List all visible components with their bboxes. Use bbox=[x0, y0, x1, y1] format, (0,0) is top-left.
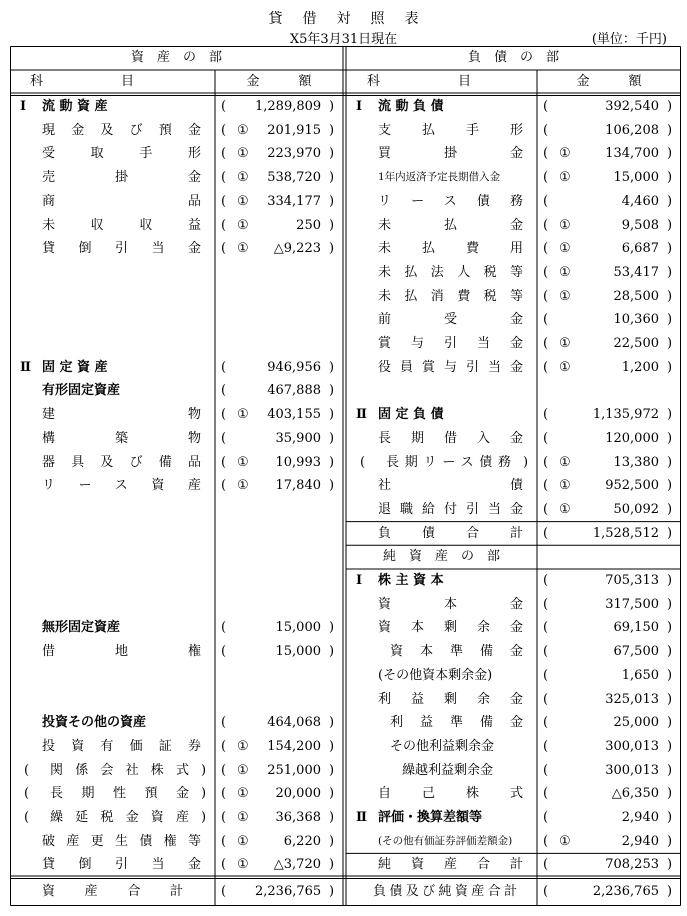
check-mark: ① bbox=[559, 833, 571, 849]
account-label: 有形固定資産 bbox=[42, 383, 121, 399]
amount-open-paren: ( bbox=[221, 478, 227, 494]
amount-open-paren: ( bbox=[221, 857, 227, 873]
check-mark: ① bbox=[237, 217, 249, 233]
amount-value: 952,500 bbox=[605, 478, 659, 494]
balance-sheet bbox=[10, 46, 681, 906]
amount-value: 36,368 bbox=[275, 810, 321, 825]
account-label: 社債 bbox=[378, 478, 523, 494]
amount-open-paren: ( bbox=[543, 146, 549, 162]
amount-value: 1,528,512 bbox=[592, 525, 659, 541]
check-mark: ① bbox=[237, 738, 249, 754]
account-label: 現金及び預金 bbox=[42, 122, 201, 138]
amount-open-paren: ( bbox=[221, 146, 227, 162]
amount-close-paren: ) bbox=[329, 454, 335, 470]
amount-open-paren: ( bbox=[221, 359, 227, 375]
amount-close-paren: ) bbox=[329, 715, 335, 731]
amount-value: 69,150 bbox=[613, 620, 659, 636]
amount-open-paren: ( bbox=[221, 644, 227, 660]
amount-value: 1,650 bbox=[621, 667, 659, 683]
account-label: 固 定 負 債 bbox=[378, 407, 444, 423]
account-label: 買掛金 bbox=[378, 146, 523, 162]
amount-header-left: 金 額 bbox=[246, 74, 312, 89]
amount-close-paren: ) bbox=[329, 620, 335, 636]
amount-close-paren: ) bbox=[329, 383, 335, 399]
amount-open-paren: ( bbox=[221, 407, 227, 423]
amount-close-paren: ) bbox=[667, 478, 673, 494]
amount-close-paren: ) bbox=[667, 336, 673, 351]
amount-close-paren: ) bbox=[667, 501, 673, 517]
amount-close-paren: ) bbox=[329, 430, 335, 446]
roman-numeral: Ⅱ bbox=[356, 407, 367, 423]
amount-value: 154,200 bbox=[267, 738, 321, 754]
amount-value: 10,360 bbox=[613, 312, 659, 328]
account-label: 賞与引当金 bbox=[378, 336, 523, 351]
account-label: 未払費用 bbox=[378, 241, 523, 257]
amount-open-paren: ( bbox=[221, 193, 227, 209]
amount-value: 467,888 bbox=[267, 383, 321, 399]
amount-open-paren: ( bbox=[221, 170, 227, 186]
amount-close-paren: ) bbox=[667, 810, 673, 825]
amount-value: 1,200 bbox=[621, 359, 659, 375]
account-label: 無形固定資産 bbox=[42, 620, 121, 636]
amount-close-paren: ) bbox=[667, 454, 673, 470]
liabilities-equity-total-amount: 2,236,765 bbox=[592, 884, 659, 899]
assets-total-label: 資産合計 bbox=[42, 884, 183, 899]
account-label: 繰延税金資産 bbox=[50, 810, 189, 825]
amount-open-paren: ( bbox=[543, 99, 549, 114]
check-mark: ① bbox=[237, 857, 249, 873]
amount-open-paren: ( bbox=[543, 217, 549, 233]
amount-close-paren: ) bbox=[667, 620, 673, 636]
amount-open-paren: ( bbox=[543, 241, 549, 257]
amount-value: △3,720 bbox=[273, 857, 321, 873]
amount-value: 250 bbox=[296, 217, 321, 233]
amount-close-paren: ) bbox=[667, 193, 673, 209]
amount-value: 1,289,809 bbox=[255, 99, 322, 114]
amount-close-paren: ) bbox=[329, 644, 335, 660]
check-mark: ① bbox=[559, 170, 571, 186]
amount-value: 13,380 bbox=[613, 454, 659, 470]
amount-open-paren: ( bbox=[221, 810, 227, 825]
check-mark: ① bbox=[559, 454, 571, 470]
check-mark: ① bbox=[559, 264, 571, 280]
amount-open-paren: ( bbox=[543, 738, 549, 754]
amount-close-paren: ) bbox=[667, 264, 673, 280]
amount-open-paren: ( bbox=[543, 596, 549, 612]
amount-open-paren: ( bbox=[221, 833, 227, 849]
amount-value: 300,013 bbox=[605, 738, 659, 754]
amount-open-paren: ( bbox=[543, 501, 549, 517]
amount-close-paren: ) bbox=[667, 573, 673, 588]
amount-value: 120,000 bbox=[605, 430, 659, 446]
account-label: 貸倒引当金 bbox=[42, 241, 201, 257]
amount-open-paren: ( bbox=[543, 359, 549, 375]
account-label: 役員賞与引当金 bbox=[378, 359, 523, 375]
amount-open-paren: ( bbox=[543, 810, 549, 825]
account-header-right: 科 目 bbox=[367, 74, 472, 89]
amount-close-paren: ) bbox=[329, 833, 335, 849]
amount-value: 946,956 bbox=[267, 359, 321, 375]
account-label: 評価・換算差額等 bbox=[378, 810, 483, 825]
liabilities-section-header: 負 債 の 部 bbox=[467, 50, 559, 65]
amount-open-paren: ( bbox=[543, 122, 549, 138]
amount-open-paren: ( bbox=[221, 738, 227, 754]
amount-open-paren: ( bbox=[543, 288, 549, 304]
account-label: 支払手形 bbox=[378, 122, 523, 138]
amount-close-paren: ) bbox=[667, 857, 673, 873]
page-title: 貸借対照表 bbox=[268, 11, 439, 27]
label-close-paren: ) bbox=[523, 454, 529, 470]
check-mark: ① bbox=[559, 359, 571, 375]
amount-open-paren: ( bbox=[221, 620, 227, 636]
amount-value: 538,720 bbox=[267, 170, 321, 186]
check-mark: ① bbox=[237, 146, 249, 162]
check-mark: ① bbox=[237, 454, 249, 470]
account-label: 未払金 bbox=[378, 217, 523, 233]
check-mark: ① bbox=[237, 833, 249, 849]
account-label: 関係会社株式 bbox=[50, 762, 189, 778]
amount-close-paren: ) bbox=[667, 644, 673, 660]
amount-value: 251,000 bbox=[267, 762, 321, 778]
amount-value: 20,000 bbox=[275, 786, 321, 802]
amount-close-paren: ) bbox=[329, 810, 335, 825]
amount-value: 4,460 bbox=[621, 193, 659, 209]
amount-header-right: 金 額 bbox=[576, 74, 642, 89]
liabilities-equity-total-label: 負債及び純資産合計 bbox=[373, 884, 517, 899]
roman-numeral: Ⅱ bbox=[20, 359, 31, 375]
amount-close-paren: ) bbox=[667, 146, 673, 162]
amount-value: 28,500 bbox=[613, 288, 659, 304]
amount-close-paren: ) bbox=[667, 217, 673, 233]
amount-value: 50,092 bbox=[613, 501, 659, 517]
unit-label: (単位：千円) bbox=[591, 32, 667, 47]
amount-value: 2,940 bbox=[621, 810, 659, 825]
assets-total-amount: 2,236,765 bbox=[255, 884, 322, 899]
amount-close-paren: ) bbox=[667, 596, 673, 612]
check-mark: ① bbox=[559, 288, 571, 304]
amount-close-paren: ) bbox=[667, 99, 673, 114]
amount-open-paren: ( bbox=[543, 691, 549, 707]
account-label: 純資産合計 bbox=[378, 857, 523, 873]
account-label: 長期借入金 bbox=[378, 430, 523, 446]
account-label: 受取手形 bbox=[42, 146, 201, 162]
account-label: 流 動 資 産 bbox=[42, 99, 108, 114]
roman-numeral: Ⅰ bbox=[356, 99, 363, 114]
amount-open-paren: ( bbox=[221, 99, 227, 114]
amount-value: △9,223 bbox=[273, 241, 321, 257]
amount-close-paren: ) bbox=[329, 170, 335, 186]
roman-numeral: Ⅰ bbox=[20, 99, 27, 114]
amount-open-paren: ( bbox=[221, 715, 227, 731]
amount-value: 17,840 bbox=[275, 478, 321, 494]
amount-value: 201,915 bbox=[267, 122, 321, 138]
account-label: (その他資本剰余金) bbox=[378, 667, 493, 683]
account-label: (その他有価証券評価差額金) bbox=[378, 834, 513, 847]
amount-open-paren: ( bbox=[221, 430, 227, 446]
check-mark: ① bbox=[237, 762, 249, 778]
check-mark: ① bbox=[559, 336, 571, 351]
account-label: 退職給付引当金 bbox=[378, 501, 523, 517]
account-label: 器具及び備品 bbox=[42, 454, 201, 470]
amount-value: 22,500 bbox=[613, 336, 659, 351]
amount-open-paren: ( bbox=[543, 667, 549, 683]
amount-close-paren: ) bbox=[667, 715, 673, 731]
amount-close-paren: ) bbox=[667, 525, 673, 541]
amount-open-paren: ( bbox=[543, 193, 549, 209]
amount-close-paren: ) bbox=[329, 241, 335, 257]
amount-close-paren: ) bbox=[667, 170, 673, 186]
account-label: 固 定 資 産 bbox=[42, 359, 108, 375]
account-label: 未払消費税等 bbox=[378, 288, 523, 304]
amount-open-paren: ( bbox=[543, 264, 549, 280]
account-label: 流 動 負 債 bbox=[378, 99, 444, 114]
check-mark: ① bbox=[237, 478, 249, 494]
label-open-paren: ( bbox=[24, 762, 30, 778]
check-mark: ① bbox=[237, 407, 249, 423]
amount-close-paren: ) bbox=[667, 288, 673, 304]
amount-close-paren: ) bbox=[667, 667, 673, 683]
amount-close-paren: ) bbox=[667, 359, 673, 375]
account-label: 未収収益 bbox=[42, 217, 201, 233]
amount-value: 403,155 bbox=[267, 407, 321, 423]
amount-close-paren: ) bbox=[329, 407, 335, 423]
amount-open-paren: ( bbox=[543, 407, 549, 423]
check-mark: ① bbox=[559, 241, 571, 257]
account-label: 利益剰余金 bbox=[378, 691, 523, 707]
amount-open-paren: ( bbox=[221, 217, 227, 233]
amount-value: 15,000 bbox=[613, 170, 659, 186]
account-label: 資本金 bbox=[378, 596, 523, 612]
amount-close-paren: ) bbox=[329, 762, 335, 778]
account-label: 投資有価証券 bbox=[42, 738, 201, 754]
amount-open-paren: ( bbox=[543, 620, 549, 636]
amount-close-paren: ) bbox=[329, 478, 335, 494]
amount-close-paren: ) bbox=[667, 407, 673, 423]
check-mark: ① bbox=[237, 170, 249, 186]
amount-open-paren: ( bbox=[543, 573, 549, 588]
amount-value: 9,508 bbox=[621, 217, 659, 233]
check-mark: ① bbox=[237, 810, 249, 825]
account-label: 売掛金 bbox=[42, 170, 201, 186]
amount-close-paren: ) bbox=[667, 691, 673, 707]
amount-close-paren: ) bbox=[667, 833, 673, 849]
amount-value: 317,500 bbox=[605, 596, 659, 612]
amount-value: 223,970 bbox=[267, 146, 321, 162]
check-mark: ① bbox=[559, 501, 571, 517]
account-label: 利益準備金 bbox=[390, 715, 523, 731]
account-label: リース資産 bbox=[42, 478, 201, 494]
account-label: 株 主 資 本 bbox=[378, 573, 444, 588]
label-close-paren: ) bbox=[201, 786, 207, 802]
label-open-paren: ( bbox=[360, 454, 366, 470]
amount-close-paren: ) bbox=[329, 359, 335, 375]
amount-value: 15,000 bbox=[275, 620, 321, 636]
amount-close-paren: ) bbox=[667, 430, 673, 446]
amount-value: 705,313 bbox=[605, 573, 659, 588]
amount-value: 1,135,972 bbox=[592, 407, 659, 423]
amount-value: 25,000 bbox=[613, 715, 659, 731]
account-label: 負債合計 bbox=[378, 525, 523, 541]
check-mark: ① bbox=[559, 146, 571, 162]
amount-close-paren: ) bbox=[329, 99, 335, 114]
amount-value: 35,900 bbox=[275, 430, 321, 446]
amount-close-paren: ) bbox=[667, 738, 673, 754]
amount-close-paren: ) bbox=[667, 762, 673, 778]
account-label: 繰越利益剰余金 bbox=[402, 762, 494, 778]
amount-open-paren: ( bbox=[543, 525, 549, 541]
liabilities-equity-total-open-paren: ( bbox=[543, 884, 549, 899]
amount-value: 334,177 bbox=[267, 193, 321, 209]
equity-section-header: 純 資 産 の 部 bbox=[382, 549, 500, 565]
amount-open-paren: ( bbox=[543, 170, 549, 186]
roman-numeral: Ⅰ bbox=[356, 573, 363, 588]
amount-open-paren: ( bbox=[221, 454, 227, 470]
assets-total-close-paren: ) bbox=[329, 884, 335, 899]
amount-open-paren: ( bbox=[221, 383, 227, 399]
amount-value: 325,013 bbox=[605, 691, 659, 707]
account-label: 構築物 bbox=[42, 430, 201, 446]
check-mark: ① bbox=[237, 122, 249, 138]
amount-close-paren: ) bbox=[329, 122, 335, 138]
amount-close-paren: ) bbox=[329, 738, 335, 754]
amount-close-paren: ) bbox=[667, 241, 673, 257]
account-label: 貸倒引当金 bbox=[42, 857, 201, 873]
amount-close-paren: ) bbox=[667, 786, 673, 802]
label-open-paren: ( bbox=[24, 786, 30, 802]
account-label: 長期リース債務 bbox=[386, 454, 511, 470]
account-label: 1年内返済予定長期借入金 bbox=[378, 171, 501, 184]
amount-close-paren: ) bbox=[329, 786, 335, 802]
amount-value: 53,417 bbox=[613, 264, 659, 280]
as-of-date: X5年3月31日現在 bbox=[289, 32, 398, 47]
amount-open-paren: ( bbox=[221, 786, 227, 802]
account-label: 前受金 bbox=[378, 312, 523, 328]
label-close-paren: ) bbox=[201, 810, 207, 825]
account-label: 商品 bbox=[42, 193, 201, 209]
check-mark: ① bbox=[237, 786, 249, 802]
amount-value: 392,540 bbox=[605, 99, 659, 114]
roman-numeral: Ⅱ bbox=[356, 810, 367, 825]
liabilities-equity-total-close-paren: ) bbox=[667, 884, 673, 899]
amount-open-paren: ( bbox=[543, 430, 549, 446]
amount-close-paren: ) bbox=[329, 857, 335, 873]
amount-open-paren: ( bbox=[543, 715, 549, 731]
check-mark: ① bbox=[559, 217, 571, 233]
check-mark: ① bbox=[237, 193, 249, 209]
account-label: 資本剰余金 bbox=[378, 620, 523, 636]
amount-close-paren: ) bbox=[329, 217, 335, 233]
account-label: 自己株式 bbox=[378, 786, 523, 802]
amount-value: △6,350 bbox=[611, 786, 659, 802]
amount-value: 2,940 bbox=[621, 833, 659, 849]
account-label: 投資その他の資産 bbox=[42, 715, 147, 731]
amount-close-paren: ) bbox=[667, 312, 673, 328]
check-mark: ① bbox=[559, 478, 571, 494]
amount-open-paren: ( bbox=[221, 762, 227, 778]
check-mark: ① bbox=[237, 241, 249, 257]
amount-close-paren: ) bbox=[667, 122, 673, 138]
amount-open-paren: ( bbox=[543, 762, 549, 778]
assets-total-open-paren: ( bbox=[221, 884, 227, 899]
amount-value: 15,000 bbox=[275, 644, 321, 660]
label-close-paren: ) bbox=[201, 762, 207, 778]
account-label: 借地権 bbox=[42, 644, 201, 660]
amount-value: 6,220 bbox=[283, 833, 321, 849]
label-open-paren: ( bbox=[24, 810, 30, 825]
amount-open-paren: ( bbox=[543, 478, 549, 494]
account-label: 未払法人税等 bbox=[378, 264, 523, 280]
amount-value: 106,208 bbox=[605, 122, 659, 138]
amount-close-paren: ) bbox=[329, 193, 335, 209]
account-label: 長期性預金 bbox=[50, 786, 189, 802]
amount-value: 300,013 bbox=[605, 762, 659, 778]
amount-open-paren: ( bbox=[543, 312, 549, 328]
amount-open-paren: ( bbox=[221, 122, 227, 138]
account-label: 建物 bbox=[42, 407, 201, 423]
amount-open-paren: ( bbox=[543, 833, 549, 849]
account-label: リース債務 bbox=[378, 193, 523, 209]
amount-open-paren: ( bbox=[221, 241, 227, 257]
account-label: その他利益剰余金 bbox=[390, 738, 495, 754]
amount-value: 6,687 bbox=[621, 241, 659, 257]
amount-open-paren: ( bbox=[543, 857, 549, 873]
amount-value: 464,068 bbox=[267, 715, 321, 731]
amount-open-paren: ( bbox=[543, 336, 549, 351]
amount-value: 708,253 bbox=[605, 857, 659, 873]
account-label: 資本準備金 bbox=[390, 644, 523, 660]
account-label: 破産更生債権等 bbox=[42, 833, 201, 849]
amount-value: 67,500 bbox=[613, 644, 659, 660]
account-header-left: 科 目 bbox=[30, 74, 135, 89]
amount-open-paren: ( bbox=[543, 786, 549, 802]
amount-open-paren: ( bbox=[543, 454, 549, 470]
assets-section-header: 資 産 の 部 bbox=[130, 50, 222, 65]
amount-open-paren: ( bbox=[543, 644, 549, 660]
amount-close-paren: ) bbox=[329, 146, 335, 162]
amount-value: 134,700 bbox=[605, 146, 659, 162]
amount-value: 10,993 bbox=[275, 454, 321, 470]
